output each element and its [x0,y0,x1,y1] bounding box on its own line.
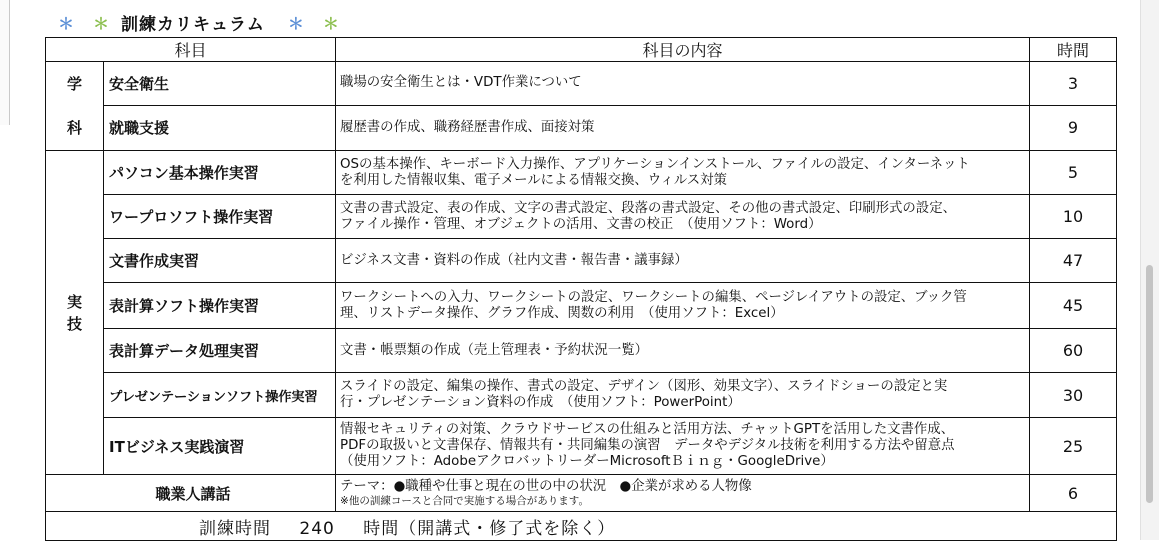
total-label: 訓練時間 [199,518,271,539]
category-jitsugi [46,151,104,475]
content-cell [336,329,1030,373]
total-cell [46,512,1117,541]
content-line: ワークシートへの入力、ワークシートの設定、ワークシートの編集、ページレイアウトの設定、ブック管 [340,289,967,305]
category-char: 実 [66,292,82,311]
header-hours: 時間 [1030,38,1117,62]
asterisk-icon: ＊ [58,13,76,33]
content-note: ※他の訓練コースと合同で実施する場合があります。 [340,495,589,507]
category-gakka [46,62,104,151]
hours-cell: 9 [1030,105,1117,150]
scrollbar-thumb[interactable] [1146,265,1153,503]
header-content: 科目の内容 [336,38,1030,62]
hours-cell: 45 [1030,283,1117,329]
content-line: ファイル操作・管理、オブジェクトの活用、文書の校正 （使用ソフト：Word） [340,216,822,232]
content-line: OSの基本操作、キーボード入力操作、アプリケーションインストール、ファイルの設定、インターネット [340,156,970,172]
content-line: （使用ソフト：AdobeアクロバットリーダーMicrosoftＢｉｎｇ・GoogleDrive） [340,454,834,469]
content-line: テーマ：●職種や仕事と現在の世の中の状況 ●企業が求める人物像 [340,479,752,494]
content-cell [336,151,1030,195]
asterisk-icon: ＊ [322,13,340,33]
hours-cell: 6 [1030,475,1117,512]
content-line: 情報セキュリティの対策、クラウドサービスの仕組みと活用方法、チャットGPTを活用した文書作成、 [340,422,955,437]
table-row [46,373,1117,418]
table-row [46,239,1117,283]
content-line: スライドの設定、編集の操作、書式の設定、デザイン（図形、効果文字）、スライドショーの設定と実 [340,379,948,394]
table-row [46,329,1117,373]
category-char: 科 [66,119,82,137]
category-char: 学 [66,75,82,93]
table-row [46,195,1117,239]
curriculum-table [45,37,1117,541]
content-line: 文書・帳票類の作成（売上管理表・予約状況一覧） [340,342,648,358]
hours-cell: 47 [1030,239,1117,283]
table-header-row [46,38,1117,62]
subject-cell: 安全衛生 [104,62,336,106]
subject-cell: 表計算ソフト操作実習 [104,283,336,329]
content-cell [336,475,1030,512]
content-line: を利用した情報収集、電子メールによる情報交換、ウィルス対策 [340,172,727,188]
table-row [46,418,1117,475]
hours-cell: 60 [1030,329,1117,373]
content-line: 行・プレゼンテーション資料の作成 （使用ソフト：PowerPoint） [340,395,741,410]
content-cell [336,62,1030,106]
subject-cell: パソコン基本操作実習 [104,151,336,195]
subject-cell: ワープロソフト操作実習 [104,195,336,239]
asterisk-icon: ＊ [93,13,111,33]
subject-cell: 就職支援 [104,105,336,150]
content-line: 理、リストデータ操作、グラフ作成、関数の利用 （使用ソフト：Excel） [340,305,784,321]
hours-cell: 5 [1030,151,1117,195]
content-cell [336,418,1030,475]
table-row [46,62,1117,106]
content-line: 職場の安全衛生とは・VDT作業について [340,75,582,91]
hours-cell: 3 [1030,62,1117,106]
subject-cell: プレゼンテーションソフト操作実習 [104,373,336,418]
table-row [46,151,1117,195]
curriculum-heading [49,8,349,36]
hours-cell: 25 [1030,418,1117,475]
total-unit: 時間（開講式・修了式を除く） [363,518,616,539]
content-line: ビジネス文書・資料の作成（社内文書・報告書・議事録） [340,252,688,268]
content-line: 文書の書式設定、表の作成、文字の書式設定、段落の書式設定、その他の書式設定、印刷形式の設定、 [340,200,956,216]
window-left-edge [0,0,10,125]
content-cell [336,283,1030,329]
hours-cell: 10 [1030,195,1117,239]
content-cell [336,239,1030,283]
page-title: 訓練カリキュラム [121,14,265,35]
content-cell [336,195,1030,239]
header-subject: 科目 [46,38,336,62]
hours-cell: 30 [1030,373,1117,418]
table-row [46,105,1117,150]
total-row [46,512,1117,541]
content-cell [336,105,1030,150]
subject-cell: ITビジネス実践演習 [104,418,336,475]
content-line: PDFの取扱いと文書保存、情報共有・共同編集の演習 データやデジタル技術を利用する方法や留意点 [340,438,955,453]
content-cell [336,373,1030,418]
total-value: 240 [299,518,335,539]
category-char: 技 [66,314,82,333]
table-row [46,475,1117,512]
vertical-scrollbar[interactable] [1140,0,1159,540]
content-line: 履歴書の作成、職務経歴書作成、面接対策 [340,119,595,135]
asterisk-icon: ＊ [287,13,305,33]
subject-cell: 文書作成実習 [104,239,336,283]
table-row [46,283,1117,329]
subject-cell: 職業人講話 [46,475,336,512]
subject-cell: 表計算データ処理実習 [104,329,336,373]
